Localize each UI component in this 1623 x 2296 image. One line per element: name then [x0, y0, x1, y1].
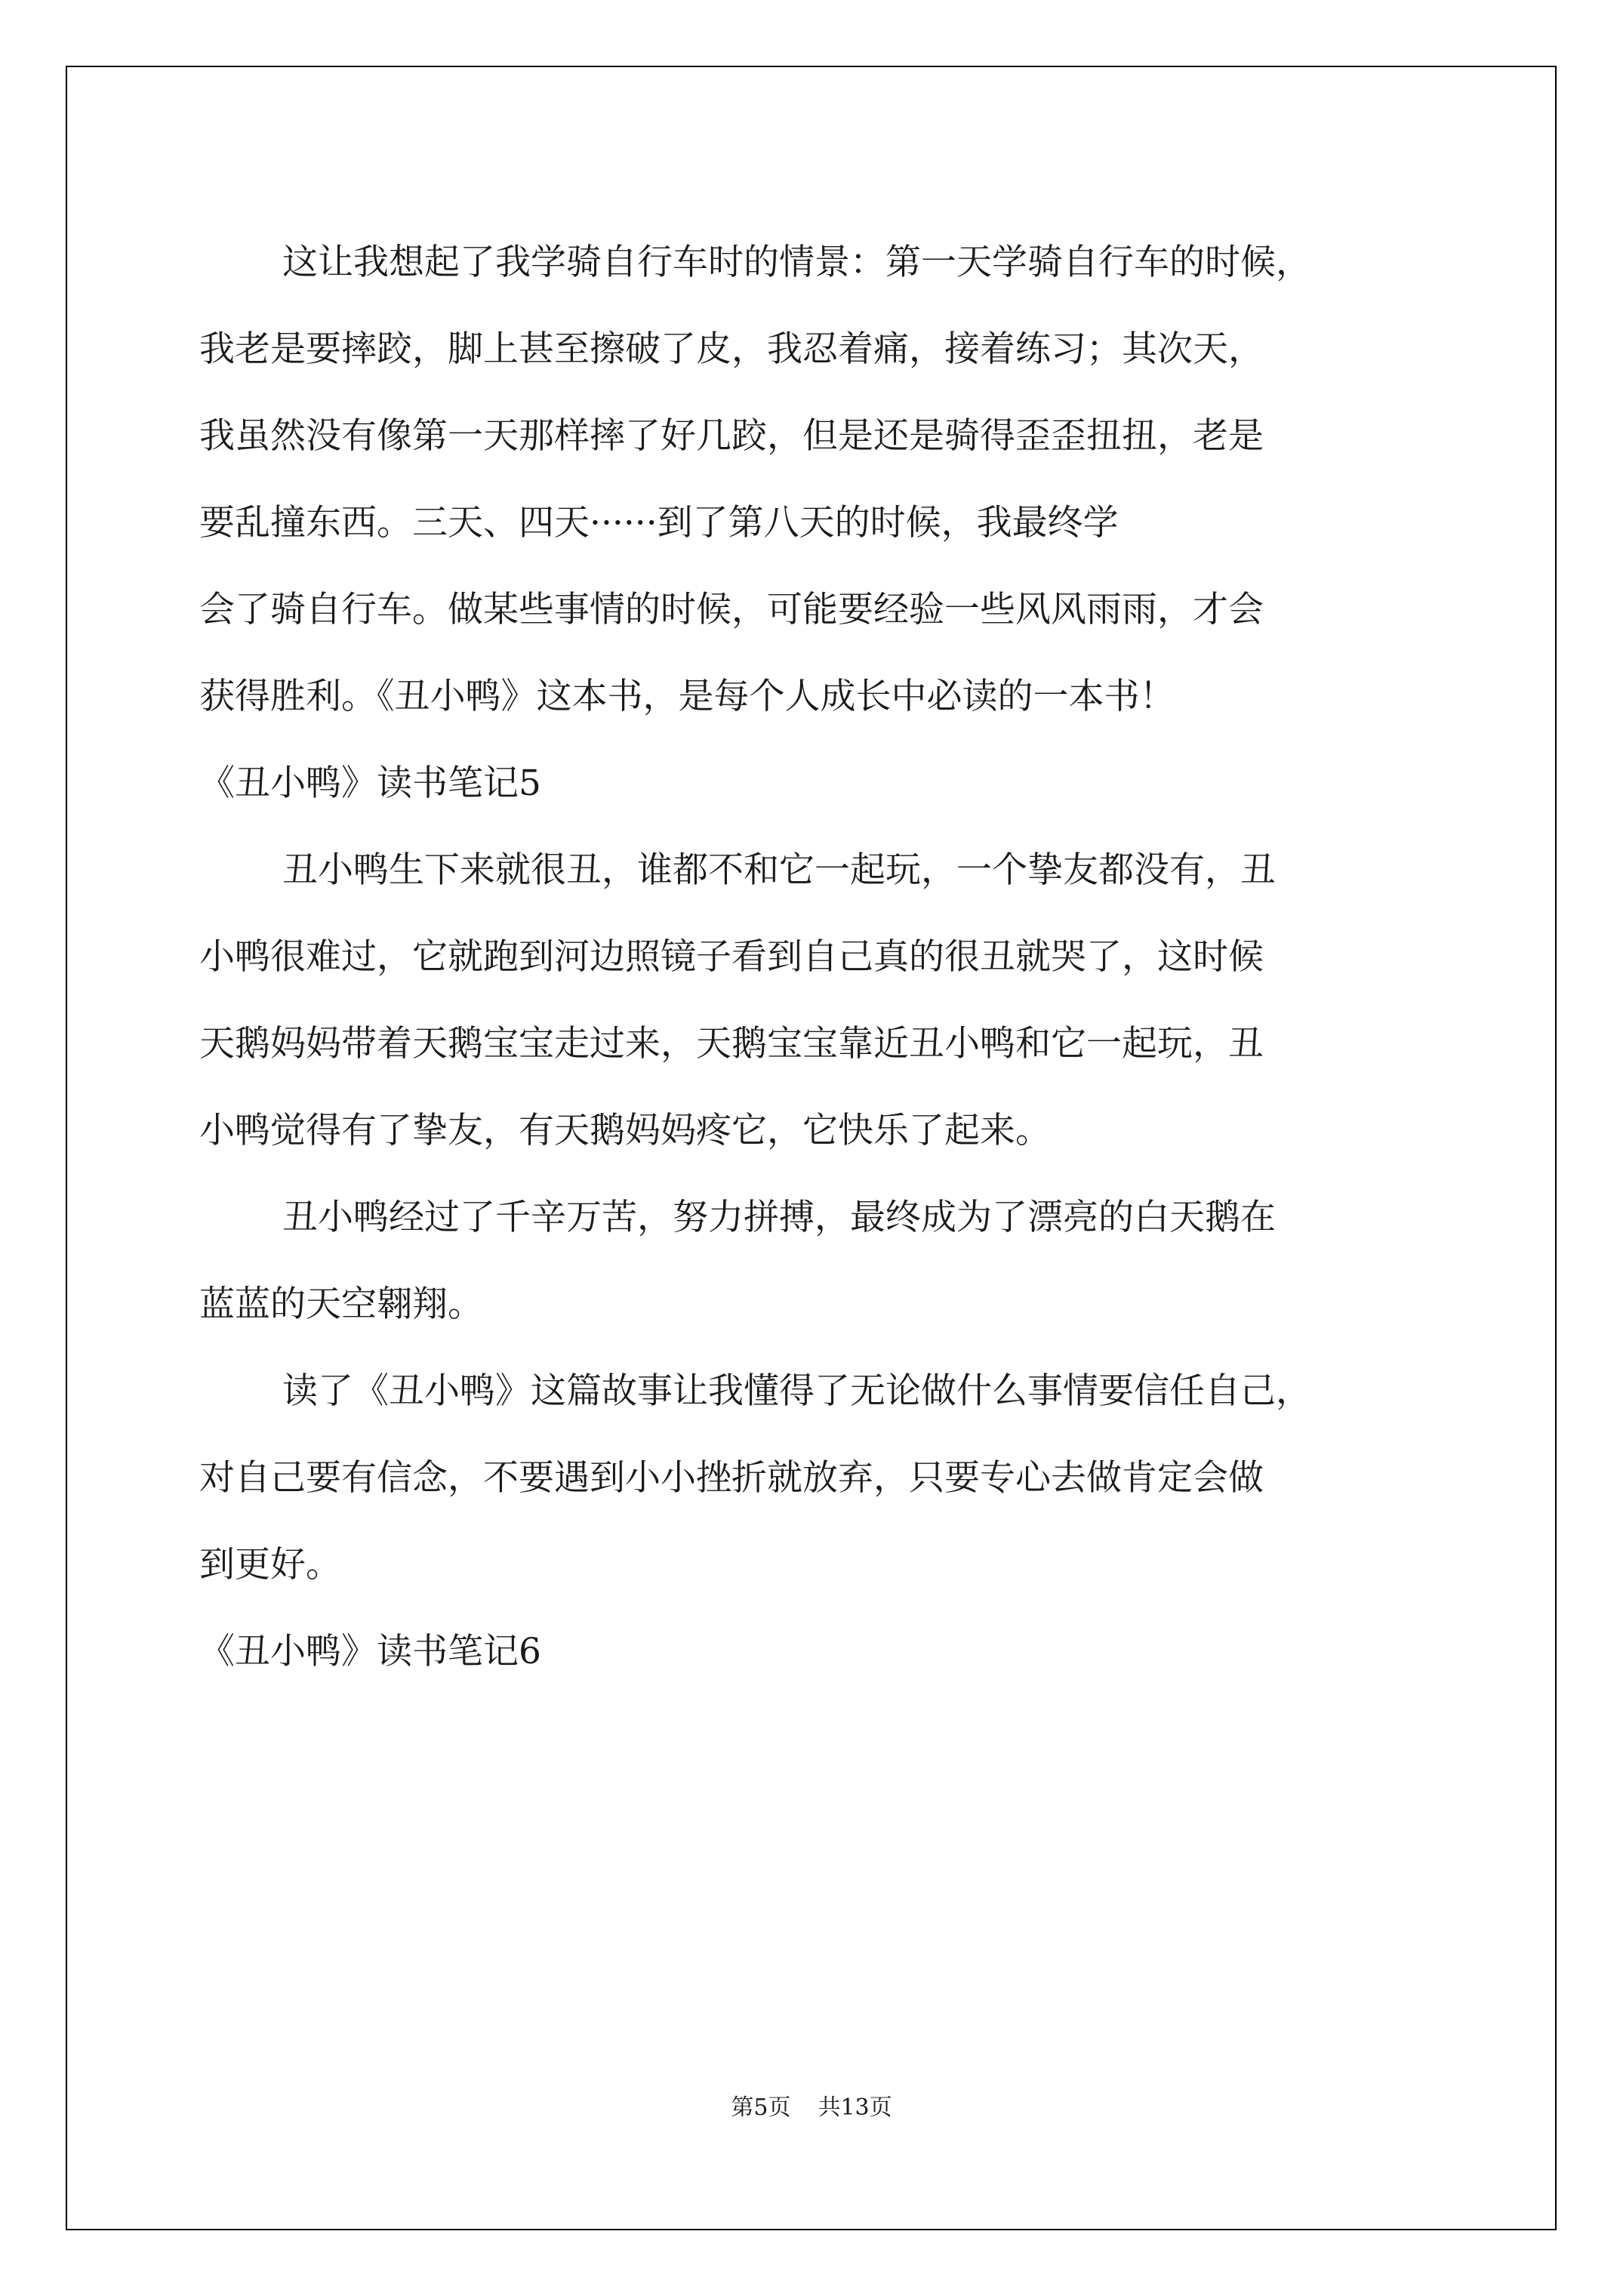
- paragraph-line: 我虽然没有像第一天那样摔了好几跤，但是还是骑得歪歪扭扭，老是: [199, 415, 1264, 457]
- paragraph-line: 小鸭觉得有了挚友，有天鹅妈妈疼它，它快乐了起来。: [199, 1110, 1051, 1151]
- paragraph-line: 丑小鸭生下来就很丑，谁都不和它一起玩，一个挚友都没有，丑: [282, 849, 1276, 891]
- paragraph-line: 读了《丑小鸭》这篇故事让我懂得了无论做什么事情要信任自己，: [282, 1370, 1311, 1412]
- section-heading: 《丑小鸭》读书笔记6: [199, 1631, 541, 1672]
- paragraph-line: 蓝蓝的天空翱翔。: [199, 1284, 483, 1325]
- paragraph-line: 这让我想起了我学骑自行车时的情景：第一天学骑自行车的时候，: [282, 242, 1311, 283]
- paragraph-line: 到更好。: [199, 1544, 341, 1586]
- page-number: 第5页: [731, 2094, 791, 2121]
- paragraph-line: 会了骑自行车。做某些事情的时候，可能要经验一些风风雨雨，才会: [199, 589, 1264, 630]
- section-heading: 《丑小鸭》读书笔记5: [199, 763, 541, 804]
- paragraph-line: 我老是要摔跤，脚上甚至擦破了皮，我忍着痛，接着练习；其次天，: [199, 328, 1264, 370]
- paragraph-line: 要乱撞东西。三天、四天······到了第八天的时候，我最终学: [199, 502, 1119, 544]
- page-footer: [0, 2093, 1623, 2123]
- paragraph-line: 天鹅妈妈带着天鹅宝宝走过来，天鹅宝宝靠近丑小鸭和它一起玩，丑: [199, 1023, 1264, 1065]
- paragraph-line: 小鸭很难过，它就跑到河边照镜子看到自己真的很丑就哭了，这时候: [199, 936, 1264, 978]
- document-body: [199, 219, 1437, 1695]
- paragraph-line: 丑小鸭经过了千辛万苦，努力拼搏，最终成为了漂亮的白天鹅在: [282, 1197, 1276, 1238]
- paragraph-line: 获得胜利。《丑小鸭》这本书，是每个人成长中必读的一本书！: [199, 676, 1175, 717]
- page-total: 共13页: [818, 2094, 892, 2121]
- paragraph-line: 对自己要有信念，不要遇到小小挫折就放弃，只要专心去做肯定会做: [199, 1457, 1264, 1499]
